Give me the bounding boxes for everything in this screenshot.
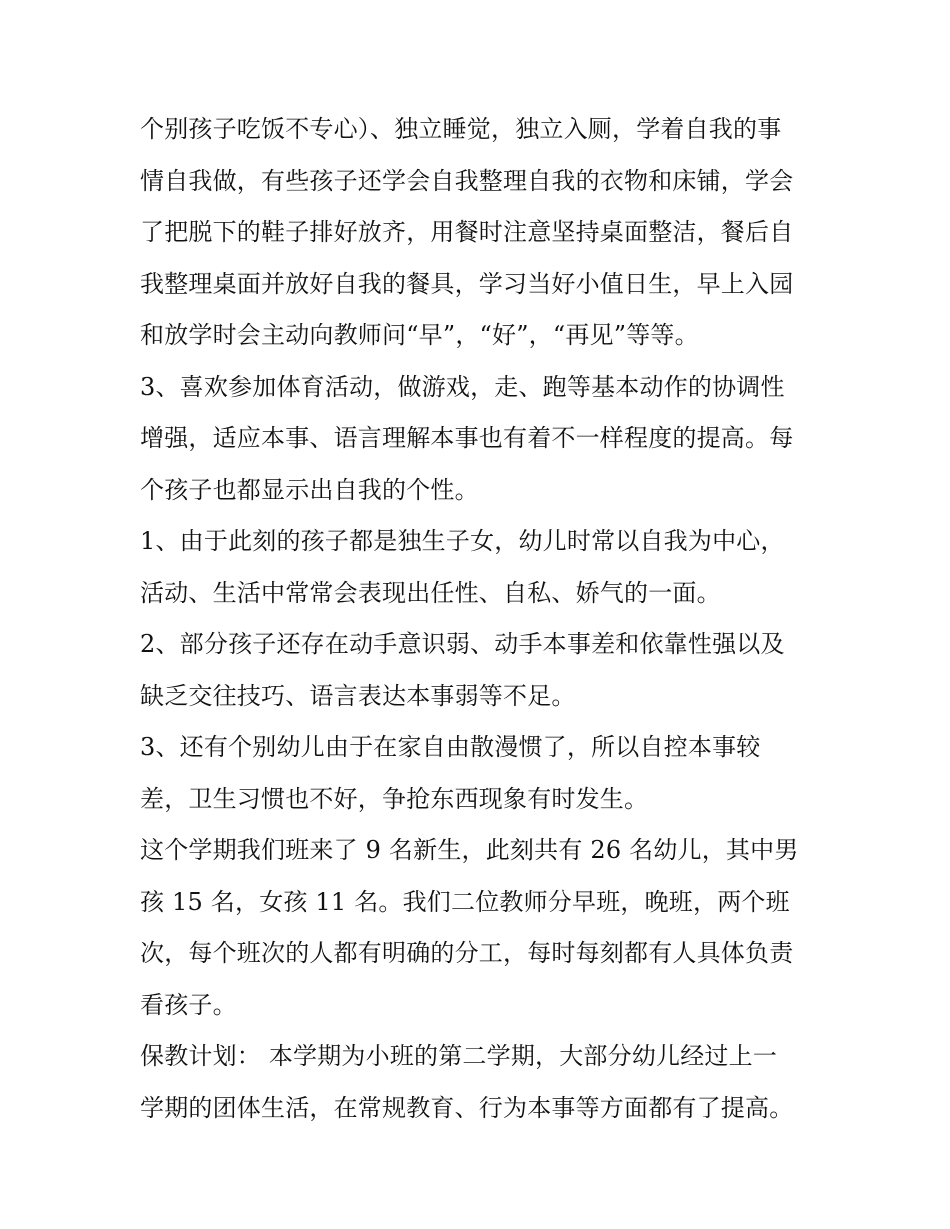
- text-line: 这个学期我们班来了 9 名新生，此刻共有 26 名幼儿，其中男: [140, 836, 799, 864]
- text-line: 个别孩子吃饭不专心）、独立睡觉，独立入厕，学着自我的事: [140, 115, 782, 143]
- text-line: 学期的团体生活，在常规教育、行为本事等方面都有了提高。: [140, 1093, 794, 1122]
- text-line: 增强，适应本事、语言理解本事也有着不一样程度的提高。每: [140, 424, 794, 452]
- text-line: 缺乏交往技巧、语言表达本事弱等不足。: [140, 681, 576, 710]
- text-line: 了把脱下的鞋子排好放齐，用餐时注意坚持桌面整洁，餐后自: [140, 218, 794, 246]
- text-line: 情自我做，有些孩子还学会自我整理自我的衣物和床铺，学会: [140, 166, 794, 195]
- text-line: 1、由于此刻的孩子都是独生子女，幼儿时常以自我为中心，: [140, 527, 785, 555]
- document-body: [140, 104, 820, 1134]
- text-line: 3、还有个别幼儿由于在家自由散漫惯了，所以自控本事较: [140, 733, 761, 761]
- text-line: 个孩子也都显示出自我的个性。: [140, 475, 479, 504]
- text-line: 2、部分孩子还存在动手意识弱、动手本事差和依靠性强以及: [140, 630, 785, 658]
- text-line: 保教计划： 本学期为小班的第二学期，大部分幼儿经过上一: [140, 1042, 778, 1070]
- text-line: 3、喜欢参加体育活动，做游戏，走、跑等基本动作的协调性: [140, 372, 785, 401]
- text-line: 活动、生活中常常会表现出任性、自私、娇气的一面。: [140, 578, 721, 607]
- text-line: 和放学时会主动向教师问“早”，“好”，“再见”等等。: [140, 321, 699, 349]
- text-line: 看孩子。: [140, 990, 237, 1019]
- text-line: 我整理桌面并放好自我的餐具，学习当好小值日生，早上入园: [140, 269, 794, 298]
- text-line: 次，每个班次的人都有明确的分工，每时每刻都有人具体负责: [140, 939, 794, 967]
- text-line: 差，卫生习惯也不好，争抢东西现象有时发生。: [140, 784, 649, 813]
- text-line: 孩 15 名，女孩 11 名。我们二位教师分早班，晚班，两个班: [140, 887, 790, 916]
